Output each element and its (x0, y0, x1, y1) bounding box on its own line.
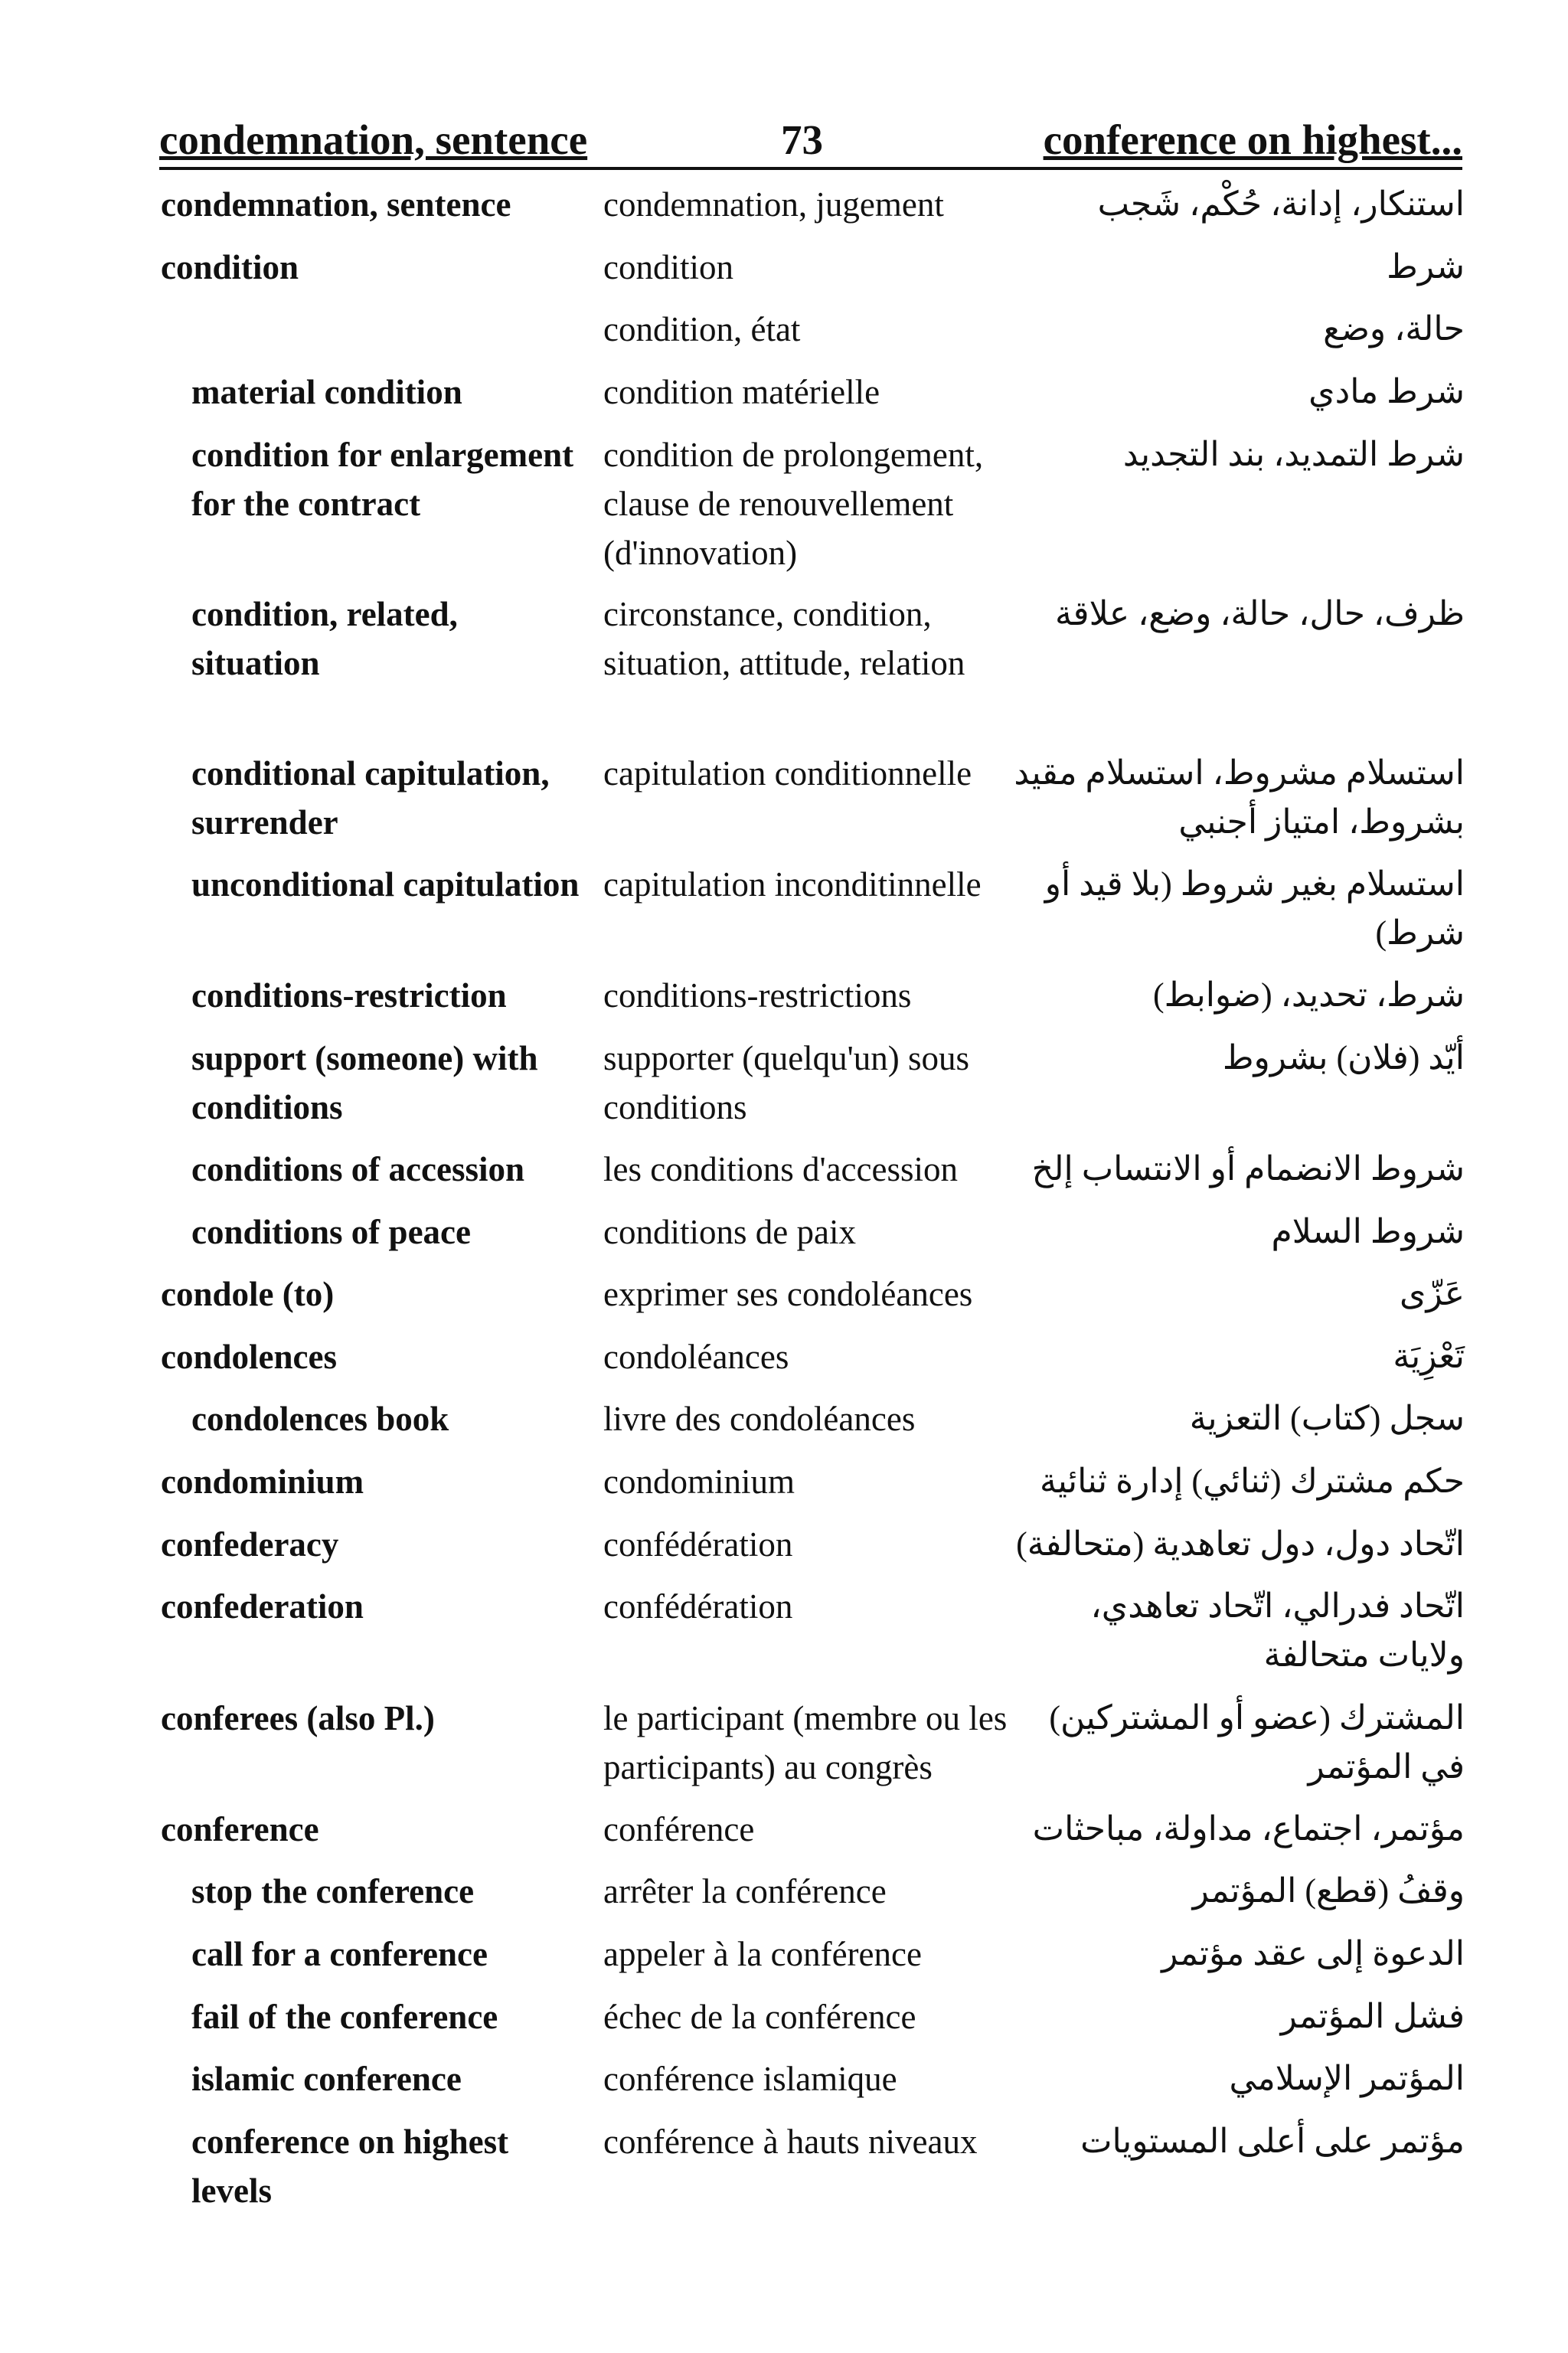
arabic-term: شروط الانضمام أو الانتساب إلخ (1031, 1150, 1465, 1188)
english-term: condolences (161, 1338, 337, 1376)
english-term: condition (161, 248, 299, 286)
english-term: call for a conference (191, 1935, 488, 1973)
french-term: conditions de paix (603, 1213, 856, 1251)
english-term: stop the conference (191, 1872, 475, 1910)
french-term: condition (603, 248, 733, 286)
right-guide-word: conference on highest... (1043, 116, 1462, 163)
arabic-term: شرط، تحديد، (ضوابط) (1153, 976, 1465, 1014)
english-term: confederation (161, 1587, 364, 1626)
arabic-term: تَعْزِيَة (1393, 1338, 1465, 1375)
arabic-term: حكم مشترك (ثنائي) إدارة ثنائية (1040, 1462, 1465, 1500)
arabic-term: عَزّى (1400, 1275, 1465, 1312)
english-term: condition for enlargement for the contract (191, 436, 574, 523)
french-term: conférence (603, 1810, 755, 1848)
arabic-term: استسلام بغير شروط (بلا قيد أو شرط) (1044, 865, 1465, 952)
english-term: condolences book (191, 1400, 449, 1438)
french-term: confédération (603, 1525, 793, 1564)
arabic-term: المشترك (عضو أو المشتركين) في المؤتمر (1049, 1699, 1465, 1786)
french-term: capitulation inconditinnelle (603, 865, 982, 904)
page-number: 73 (781, 116, 823, 163)
arabic-term: استنكار، إدانة، حُكْم، شَجب (1097, 185, 1465, 223)
arabic-term: سجل (كتاب) التعزية (1189, 1400, 1465, 1437)
left-guide-word: condemnation, sentence (159, 116, 588, 163)
arabic-term: أيّد (فلان) بشروط (1222, 1039, 1465, 1077)
french-term: condemnation, jugement (603, 185, 944, 224)
arabic-term: شرط مادي (1308, 373, 1465, 410)
english-term: material condition (191, 373, 462, 411)
english-term: condole (to) (161, 1275, 335, 1313)
french-term: conditions-restrictions (603, 976, 912, 1015)
french-term: le participant (membre ou les participants) au congrès (603, 1699, 1008, 1786)
english-term: conditions-restriction (191, 976, 507, 1015)
english-term: condominium (161, 1462, 364, 1501)
arabic-term: شرط التمديد، بند التجديد (1122, 436, 1465, 473)
english-term: islamic conference (191, 2060, 462, 2098)
english-term: conditions of accession (191, 1150, 525, 1188)
french-term: condition, état (603, 310, 801, 348)
french-term: conférence à hauts niveaux (603, 2123, 978, 2161)
arabic-term: شرط (1387, 248, 1465, 286)
english-term: condemnation, sentence (161, 185, 511, 224)
arabic-term: اتّحاد فدرالي، اتّحاد تعاهدي، ولايات متحالفة (1090, 1587, 1465, 1674)
arabic-term: فشل المؤتمر (1280, 1998, 1465, 2035)
french-term: condition matérielle (603, 373, 880, 411)
french-term: les conditions d'accession (603, 1150, 959, 1188)
french-term: confédération (603, 1587, 793, 1626)
english-term: unconditional capitulation (191, 865, 580, 904)
arabic-term: مؤتمر على أعلى المستويات (1080, 2123, 1465, 2160)
arabic-term: شروط السلام (1271, 1213, 1465, 1250)
french-term: arrêter la conférence (603, 1872, 887, 1910)
french-term: condition de prolongement, clause de renouvellement (d'innovation) (603, 436, 984, 572)
french-term: livre des condoléances (603, 1400, 916, 1438)
french-term: supporter (quelqu'un) sous conditions (603, 1039, 970, 1126)
arabic-term: المؤتمر الإسلامي (1229, 2060, 1465, 2097)
french-term: capitulation conditionnelle (603, 754, 972, 793)
french-term: condominium (603, 1462, 795, 1501)
english-term: conference on highest levels (191, 2123, 509, 2210)
french-term: appeler à la conférence (603, 1935, 922, 1973)
english-term: support (someone) with conditions (191, 1039, 538, 1126)
arabic-term: ظرف، حال، حالة، وضع، علاقة (1054, 595, 1465, 632)
running-header (159, 113, 1462, 170)
arabic-term: اتّحاد دول، دول تعاهدية (متحالفة) (1016, 1525, 1465, 1563)
french-term: exprimer ses condoléances (603, 1275, 973, 1313)
french-term: condoléances (603, 1338, 789, 1376)
french-term: conférence islamique (603, 2060, 897, 2098)
english-term: conditions of peace (191, 1213, 471, 1251)
english-term: condition, related, situation (191, 595, 458, 682)
arabic-term: استسلام مشروط، استسلام مقيد بشروط، امتياز أجنبي (1014, 754, 1465, 841)
arabic-term: مؤتمر، اجتماع، مداولة، مباحثات (1032, 1810, 1465, 1848)
french-term: circonstance, condition, situation, attitude, relation (603, 595, 965, 682)
english-term: fail of the conference (191, 1998, 498, 2036)
arabic-term: حالة، وضع (1323, 310, 1465, 348)
english-term: confederacy (161, 1525, 339, 1564)
english-term: conference (161, 1810, 319, 1848)
english-term: conditional capitulation, surrender (191, 754, 550, 842)
arabic-term: الدعوة إلى عقد مؤتمر (1161, 1935, 1465, 1972)
french-term: échec de la conférence (603, 1998, 916, 2036)
english-term: conferees (also Pl.) (161, 1699, 435, 1737)
arabic-term: وقفُ (قطع) المؤتمر (1192, 1872, 1465, 1910)
